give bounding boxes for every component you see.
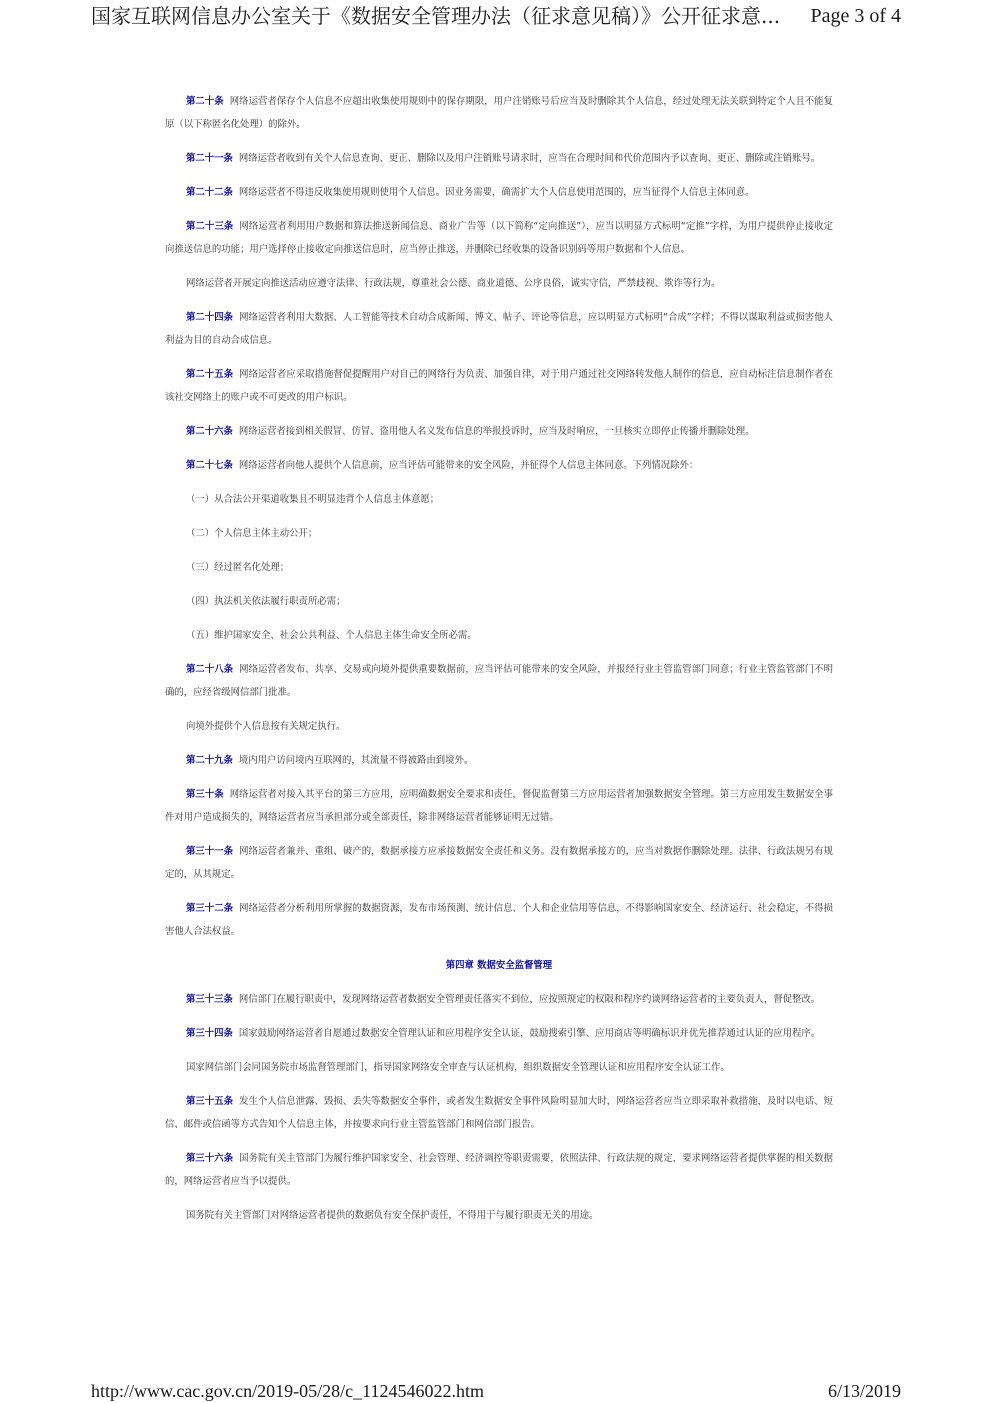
article-paragraph	[165, 420, 833, 443]
article-number: 第三十五条	[186, 1096, 234, 1107]
article-number: 第二十二条	[186, 187, 233, 198]
article-paragraph	[165, 590, 833, 613]
article-number: 第二十九条	[186, 755, 233, 766]
article-text: 境内用户访问境内互联网的，其流量不得被路由到境外。	[238, 755, 474, 766]
article-text: 向境外提供个人信息按有关规定执行。	[186, 721, 346, 732]
article-number: 第二十条	[186, 96, 224, 107]
article-number: 第二十五条	[186, 369, 234, 380]
article-text: （五）维护国家安全、社会公共利益、个人信息主体生命安全所必需。	[186, 630, 477, 641]
article-paragraph	[165, 988, 833, 1011]
paragraph-group-2	[165, 988, 833, 1227]
source-url: http://www.cac.gov.cn/2019-05/28/c_1124546022.htm	[91, 1381, 484, 1401]
article-number: 第三十一条	[186, 846, 234, 857]
article-number: 第二十四条	[186, 312, 234, 323]
article-number: 第二十一条	[186, 153, 233, 164]
article-number: 第三十二条	[186, 903, 234, 914]
article-paragraph	[165, 90, 833, 136]
article-text: （二）个人信息主体主动公开；	[186, 528, 318, 539]
article-text: 网络运营者保存个人信息不应超出收集使用规则中的保存期限，用户注销账号后应当及时删除其个人信息，经过处理无法关联到特定个人且不能复原（以下称匿名化处理）的除外。	[165, 96, 833, 130]
article-paragraph	[165, 1056, 833, 1079]
article-text: 网络运营者应采取措施督促提醒用户对自己的网络行为负责、加强自律，对于用户通过社交网络转发他人制作的信息，应自动标注信息制作者在该社交网络上的账户或不可更改的用户标识。	[165, 369, 833, 403]
article-text: 网络运营者利用用户数据和算法推送新闻信息、商业广告等（以下简称“定向推送”），应当以明显方式标明“定推”字样，为用户提供停止接收定向推送信息的功能；用户选择停止接收定向推送信息时，应当停止推送，并删除已经收集的设备识别码等用户数据和个人信息。	[165, 221, 833, 255]
article-paragraph	[165, 556, 833, 579]
article-number: 第三十三条	[186, 994, 233, 1005]
article-paragraph	[165, 215, 833, 261]
article-paragraph	[165, 1204, 833, 1227]
article-text: 国家网信部门会同国务院市场监督管理部门，指导国家网络安全审查与认证机构，组织数据安全管理认证和应用程序安全认证工作。	[186, 1062, 730, 1073]
article-paragraph	[165, 1147, 833, 1193]
article-paragraph	[165, 147, 833, 170]
article-text: 网络运营者向他人提供个人信息前，应当评估可能带来的安全风险，并征得个人信息主体同意。下列情况除外：	[238, 460, 699, 471]
article-text: 国家鼓励网络运营者自愿通过数据安全管理认证和应用程序安全认证，鼓励搜索引擎、应用商店等明确标识并优先推荐通过认证的应用程序。	[238, 1028, 821, 1039]
article-paragraph	[165, 749, 833, 772]
article-text: （一）从合法公开渠道收集且不明显违背个人信息主体意愿；	[186, 494, 440, 505]
article-paragraph	[165, 840, 833, 886]
article-text: 网络运营者开展定向推送活动应遵守法律、行政法规，尊重社会公德、商业道德、公序良俗，诚实守信，严禁歧视、欺诈等行为。	[186, 278, 721, 289]
article-text: 国务院有关主管部门为履行维护国家安全、社会管理、经济调控等职责需要，依照法律、行政法规的规定，要求网络运营者提供掌握的相关数据的，网络运营者应当予以提供。	[165, 1153, 833, 1187]
article-number: 第二十三条	[186, 221, 234, 232]
chapter-heading: 第四章 数据安全监督管理	[445, 960, 553, 971]
article-paragraph	[165, 454, 833, 477]
article-text: （三）经过匿名化处理；	[186, 562, 290, 573]
article-text: （四）执法机关依法履行职责所必需；	[186, 596, 346, 607]
article-paragraph	[165, 272, 833, 295]
article-text: 发生个人信息泄露、毁损、丢失等数据安全事件，或者发生数据安全事件风险明显加大时，网络运营者应当立即采取补救措施，及时以电话、短信、邮件或信函等方式告知个人信息主体，并按要求向行业主管监管部门和网信部门报告。	[165, 1096, 833, 1130]
article-paragraph	[165, 1022, 833, 1045]
print-date: 6/13/2019	[827, 1381, 901, 1401]
article-text: 网络运营者对接入其平台的第三方应用，应明确数据安全要求和责任，督促监督第三方应用运营者加强数据安全管理。第三方应用发生数据安全事件对用户造成损失的，网络运营者应当承担部分或全部责任，除非网络运营者能够证明无过错。	[165, 789, 833, 823]
article-paragraph	[165, 897, 833, 943]
article-paragraph	[165, 658, 833, 704]
article-text: 网络运营者发布、共享、交易或向境外提供重要数据前，应当评估可能带来的安全风险，并报经行业主管监管部门同意；行业主管监管部门不明确的，应经省级网信部门批准。	[165, 664, 833, 698]
article-text: 网络运营者兼并、重组、破产的，数据承接方应承接数据安全责任和义务。没有数据承接方的，应当对数据作删除处理。法律、行政法规另有规定的，从其规定。	[165, 846, 833, 880]
article-paragraph	[165, 522, 833, 545]
article-text: 网络运营者收到有关个人信息查询、更正、删除以及用户注销账号请求时，应当在合理时间和代价范围内予以查询、更正、删除或注销账号。	[238, 153, 821, 164]
document-title: 国家互联网信息办公室关于《数据安全管理办法（征求意见稿）》公开征求意...	[91, 4, 781, 28]
article-text: 网络运营者接到相关假冒、仿冒、盗用他人名义发布信息的举报投诉时，应当及时响应，一旦核实立即停止传播并删除处理。	[238, 426, 755, 437]
article-number: 第三十条	[186, 789, 224, 800]
article-number: 第二十六条	[186, 426, 233, 437]
page-number: Page 3 of 4	[810, 5, 901, 27]
article-number: 第二十七条	[186, 460, 233, 471]
article-paragraph	[165, 488, 833, 511]
article-paragraph	[165, 363, 833, 409]
article-paragraph	[165, 783, 833, 829]
article-text: 国务院有关主管部门对网络运营者提供的数据负有安全保护责任，不得用于与履行职责无关的用途。	[186, 1210, 599, 1221]
document-body	[165, 90, 833, 1238]
article-text: 网络运营者利用大数据、人工智能等技术自动合成新闻、博文、帖子、评论等信息，应以明显方式标明“合成”字样；不得以谋取利益或损害他人利益为目的自动合成信息。	[165, 312, 833, 346]
article-paragraph	[165, 715, 833, 738]
article-number: 第三十六条	[186, 1153, 234, 1164]
article-text: 网络运营者分析利用所掌握的数据资源，发布市场预测、统计信息、个人和企业信用等信息，不得影响国家安全、经济运行、社会稳定，不得损害他人合法权益。	[165, 903, 833, 937]
article-number: 第二十八条	[186, 664, 234, 675]
article-number: 第三十四条	[186, 1028, 233, 1039]
article-paragraph	[165, 306, 833, 352]
article-text: 网信部门在履行职责中，发现网络运营者数据安全管理责任落实不到位，应按照规定的权限和程序约谈网络运营者的主要负责人，督促整改。	[238, 994, 821, 1005]
article-paragraph	[165, 181, 833, 204]
article-paragraph	[165, 624, 833, 647]
article-paragraph	[165, 1090, 833, 1136]
paragraph-group-1	[165, 90, 833, 943]
page-header	[0, 0, 991, 36]
article-text: 网络运营者不得违反收集使用规则使用个人信息。因业务需要，确需扩大个人信息使用范围的，应当征得个人信息主体同意。	[238, 187, 755, 198]
